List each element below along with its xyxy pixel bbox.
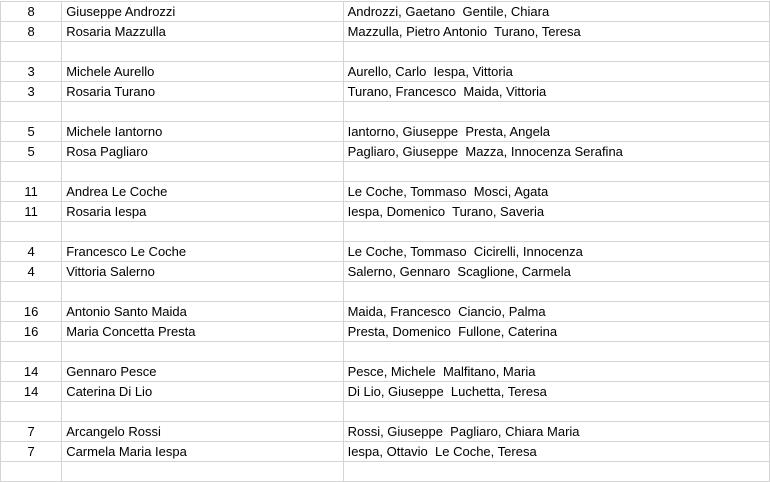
parents-cell[interactable] xyxy=(343,162,769,182)
number-cell[interactable] xyxy=(1,342,62,362)
table-row xyxy=(1,262,770,282)
name-cell[interactable] xyxy=(62,102,343,122)
table-row xyxy=(1,242,770,262)
table-row xyxy=(1,462,770,482)
name-cell[interactable]: Francesco Le Coche xyxy=(62,242,343,262)
parents-cell[interactable]: Pesce, Michele Malfitano, Maria xyxy=(343,362,769,382)
table-row xyxy=(1,102,770,122)
name-cell[interactable]: Antonio Santo Maida xyxy=(62,302,343,322)
table-row xyxy=(1,122,770,142)
number-cell[interactable] xyxy=(1,162,62,182)
parents-cell[interactable] xyxy=(343,222,769,242)
parents-cell[interactable]: Rossi, Giuseppe Pagliaro, Chiara Maria xyxy=(343,422,769,442)
parents-cell[interactable]: Iantorno, Giuseppe Presta, Angela xyxy=(343,122,769,142)
number-cell[interactable]: 11 xyxy=(1,182,62,202)
number-cell[interactable]: 7 xyxy=(1,442,62,462)
name-cell[interactable]: Rosaria Iespa xyxy=(62,202,343,222)
name-cell[interactable]: Caterina Di Lio xyxy=(62,382,343,402)
name-cell[interactable]: Rosaria Turano xyxy=(62,82,343,102)
name-cell[interactable] xyxy=(62,462,343,482)
parents-cell[interactable] xyxy=(343,42,769,62)
number-cell[interactable]: 4 xyxy=(1,242,62,262)
number-cell[interactable]: 3 xyxy=(1,62,62,82)
table-row xyxy=(1,362,770,382)
number-cell[interactable] xyxy=(1,42,62,62)
name-cell[interactable] xyxy=(62,162,343,182)
parents-cell[interactable]: Iespa, Domenico Turano, Saveria xyxy=(343,202,769,222)
table-row xyxy=(1,2,770,22)
name-cell[interactable] xyxy=(62,222,343,242)
table-row xyxy=(1,142,770,162)
table-row xyxy=(1,182,770,202)
parents-cell[interactable] xyxy=(343,402,769,422)
name-cell[interactable]: Giuseppe Androzzi xyxy=(62,2,343,22)
spreadsheet-body xyxy=(1,2,770,482)
name-cell[interactable] xyxy=(62,42,343,62)
name-cell[interactable]: Vittoria Salerno xyxy=(62,262,343,282)
parents-cell[interactable]: Androzzi, Gaetano Gentile, Chiara xyxy=(343,2,769,22)
table-row xyxy=(1,162,770,182)
parents-cell[interactable] xyxy=(343,282,769,302)
parents-cell[interactable]: Turano, Francesco Maida, Vittoria xyxy=(343,82,769,102)
table-row xyxy=(1,342,770,362)
number-cell[interactable]: 16 xyxy=(1,322,62,342)
parents-cell[interactable]: Aurello, Carlo Iespa, Vittoria xyxy=(343,62,769,82)
parents-cell[interactable]: Di Lio, Giuseppe Luchetta, Teresa xyxy=(343,382,769,402)
name-cell[interactable] xyxy=(62,342,343,362)
table-row xyxy=(1,422,770,442)
number-cell[interactable] xyxy=(1,102,62,122)
number-cell[interactable]: 11 xyxy=(1,202,62,222)
table-row xyxy=(1,402,770,422)
table-row xyxy=(1,202,770,222)
number-cell[interactable] xyxy=(1,222,62,242)
parents-cell[interactable]: Le Coche, Tommaso Mosci, Agata xyxy=(343,182,769,202)
parents-cell[interactable]: Pagliaro, Giuseppe Mazza, Innocenza Serafina xyxy=(343,142,769,162)
number-cell[interactable]: 7 xyxy=(1,422,62,442)
number-cell[interactable] xyxy=(1,282,62,302)
number-cell[interactable]: 3 xyxy=(1,82,62,102)
parents-cell[interactable] xyxy=(343,342,769,362)
number-cell[interactable]: 4 xyxy=(1,262,62,282)
table-row xyxy=(1,382,770,402)
number-cell[interactable]: 16 xyxy=(1,302,62,322)
parents-cell[interactable]: Salerno, Gennaro Scaglione, Carmela xyxy=(343,262,769,282)
table-row xyxy=(1,62,770,82)
number-cell[interactable] xyxy=(1,462,62,482)
parents-cell[interactable]: Iespa, Ottavio Le Coche, Teresa xyxy=(343,442,769,462)
name-cell[interactable]: Arcangelo Rossi xyxy=(62,422,343,442)
number-cell[interactable]: 14 xyxy=(1,382,62,402)
number-cell[interactable] xyxy=(1,402,62,422)
name-cell[interactable]: Rosaria Mazzulla xyxy=(62,22,343,42)
number-cell[interactable]: 14 xyxy=(1,362,62,382)
name-cell[interactable]: Carmela Maria Iespa xyxy=(62,442,343,462)
spreadsheet-grid xyxy=(0,1,770,482)
table-row xyxy=(1,22,770,42)
table-row xyxy=(1,222,770,242)
parents-cell[interactable]: Presta, Domenico Fullone, Caterina xyxy=(343,322,769,342)
name-cell[interactable]: Michele Aurello xyxy=(62,62,343,82)
name-cell[interactable]: Andrea Le Coche xyxy=(62,182,343,202)
table-row xyxy=(1,322,770,342)
table-row xyxy=(1,282,770,302)
table-row xyxy=(1,302,770,322)
name-cell[interactable] xyxy=(62,282,343,302)
name-cell[interactable]: Rosa Pagliaro xyxy=(62,142,343,162)
name-cell[interactable]: Michele Iantorno xyxy=(62,122,343,142)
name-cell[interactable]: Gennaro Pesce xyxy=(62,362,343,382)
name-cell[interactable]: Maria Concetta Presta xyxy=(62,322,343,342)
table-row xyxy=(1,82,770,102)
table-row xyxy=(1,442,770,462)
name-cell[interactable] xyxy=(62,402,343,422)
parents-cell[interactable] xyxy=(343,462,769,482)
number-cell[interactable]: 5 xyxy=(1,122,62,142)
parents-cell[interactable] xyxy=(343,102,769,122)
number-cell[interactable]: 8 xyxy=(1,2,62,22)
table-row xyxy=(1,42,770,62)
number-cell[interactable]: 8 xyxy=(1,22,62,42)
parents-cell[interactable]: Le Coche, Tommaso Cicirelli, Innocenza xyxy=(343,242,769,262)
number-cell[interactable]: 5 xyxy=(1,142,62,162)
parents-cell[interactable]: Mazzulla, Pietro Antonio Turano, Teresa xyxy=(343,22,769,42)
parents-cell[interactable]: Maida, Francesco Ciancio, Palma xyxy=(343,302,769,322)
